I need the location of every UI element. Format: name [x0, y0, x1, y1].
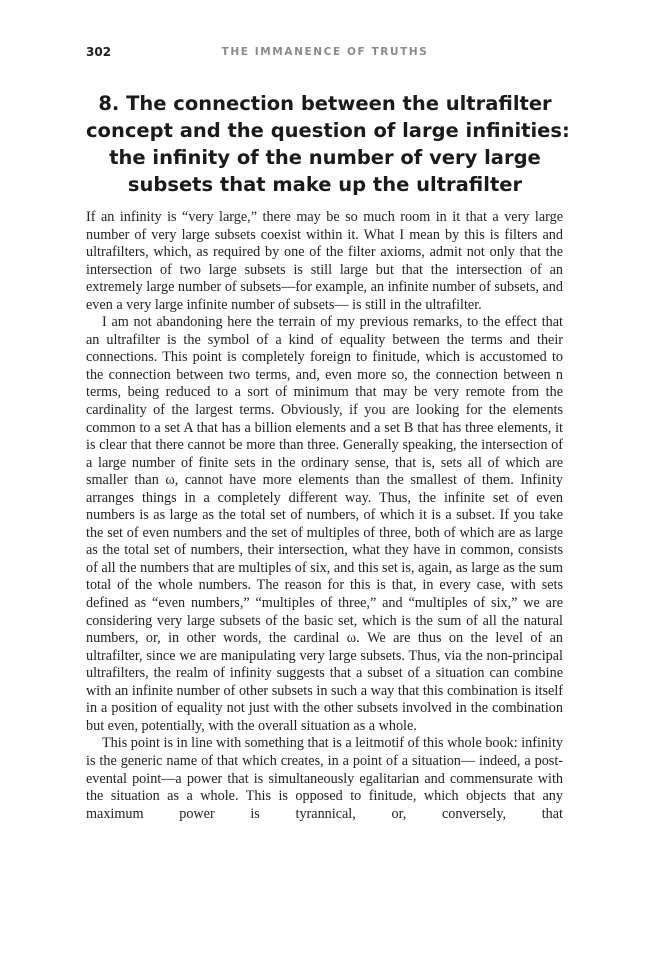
chapter-title-line-3: the infinity of the number of very large [109, 146, 541, 169]
chapter-title-line-1: 8. The connection between the ultrafilter [98, 92, 552, 115]
chapter-title-line-2: concept and the question of large infinities: [86, 119, 570, 142]
chapter-title-line-4: subsets that make up the ultrafilter [127, 173, 523, 196]
paragraph-1: If an infinity is “very large,” there may be so much room in it that a very large number of very large subsets coexist within it. What I mean by this is filters and ultrafilters, which, as required by one of the filter axioms, admit not only that the intersection of two large subsets is still large but that the intersection of an extremely large number of subsets—for example, an infinite number of subsets, and even a very large infinite number of subsets— is still in the ultrafilter. [86, 209, 563, 313]
body-text [86, 209, 563, 823]
paragraph-2: I am not abandoning here the terrain of my previous remarks, to the effect that an ultrafilter is the symbol of a kind of equality between the terms and their connections. This point is completely foreign to finitude, which is accustomed to the connection between two terms, and, even more so, the connection between n terms, being reduced to a sort of minimum that may be very remote from the cardinality of the largest terms. Obviously, if you are looking for the elements common to a set A that has a billion elements and a set B that has three elements, it is clear that there cannot be more than three. Generally speaking, the intersection of a large number of finite sets in the ordinary sense, that is, sets all of which are smaller than ω, cannot have more elements than the smallest of them. Infinity arranges things in a completely different way. Thus, the infinite set of even numbers is as large as the total set of numbers, of which it is a subset. If you take the set of even numbers and the set of multiples of three, both of which are as large as the total set of numbers, their intersection, what they have in common, consists of all the numbers that are multiples of six, and this set is, again, as large as the sum total of the whole numbers. The reason for this is that, in every case, with sets defined as “even numbers,” “multiples of three,” and “multiples of six,” we are considering very large subsets of the basic set, which is the sum of all the natural numbers, or, in other words, the cardinal ω. We are thus on the level of an ultrafilter, since we are manipulating very large subsets. Thus, via the non-principal ultrafilters, the realm of infinity suggests that a subset of a situation can combine with an infinite number of other subsets in such a way that this combination is itself in a position of equality not just with the other subsets involved in the combination but even, potentially, with the overall situation as a whole. [86, 314, 563, 734]
paragraph-3: This point is in line with something that is a leitmotif of this whole book: infinity is the generic name of that which creates, in a point of a situation— indeed, a post-evental point—a power that is simultaneously egalitarian and commensurate with the situation as a whole. This is opposed to finitude, which objects that any maximum power is tyrannical, or, conversely, that [86, 735, 563, 822]
chapter-title [86, 90, 570, 198]
page-number: 302 [86, 45, 112, 59]
running-head: THE IMMANENCE OF TRUTHS [221, 46, 429, 58]
